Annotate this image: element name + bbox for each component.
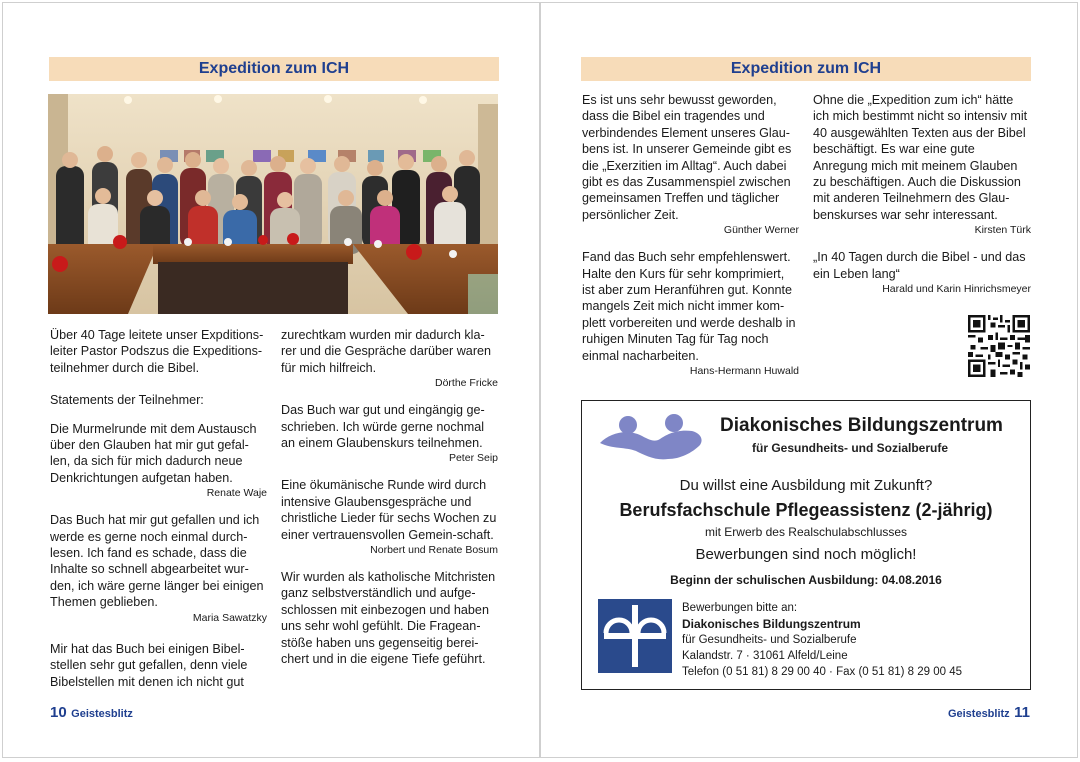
statement-author: Kirsten Türk [974, 224, 1031, 237]
statement-text: Die Murmelrunde mit dem Austausch über den Glauben hat mir gut gefal-len, da sich für mich dadurch neue Denkrichtungen aufgetan haben. [50, 421, 257, 485]
magazine-name: Geistesblitz [71, 708, 133, 720]
ad-contact-name: Diakonisches Bildungszentrum [682, 617, 861, 631]
ad-contact-intro: Bewerbungen bitte an: [682, 602, 798, 614]
ad-contact-subtitle: für Gesundheits- und Sozialberufe [682, 634, 857, 646]
statement-author: Harald und Karin Hinrichsmeyer [882, 283, 1031, 296]
statement-author: Günther Werner [723, 224, 799, 237]
ad-org-subtitle: für Gesundheits- und Sozialberufe [752, 441, 949, 455]
hands-logo-icon [596, 413, 708, 473]
qr-code-icon[interactable] [968, 315, 1030, 377]
statement-author: Peter Seip [448, 452, 498, 465]
ad-address: Kalandstr. 7 · 31061 Alfeld/Leine [682, 650, 848, 662]
ad-school-name: Berufsfachschule Pflegeassistenz (2-jährig) [619, 500, 993, 520]
statement-text: Das Buch war gut und eingängig ge-schrieben. Ich würde gerne nochmal an einem Glaubenskurs teilnehmen. [281, 403, 485, 451]
right-column-1 [582, 92, 799, 378]
right-page-header: Expedition zum ICH [581, 57, 1031, 81]
statement-text: Das Buch hat mir gut gefallen und ich werde es gerne noch einmal durch-lesen. Ich fand es schade, dass die Inhalte so schnell abgearbeitet wur-den, ich wäre gerne länger bei einigen Themen geblieben. [50, 513, 264, 610]
ad-apply-note: Bewerbungen sind noch möglich! [695, 546, 917, 563]
ad-phone-fax: Telefon (0 51 81) 8 29 00 40 · Fax (0 51 81) 8 29 00 45 [682, 666, 963, 678]
statement-author: Norbert und Renate Bosum [370, 544, 498, 557]
right-page-footer [948, 704, 1030, 722]
statement-text: Fand das Buch sehr empfehlenswert. Halte den Kurs für sehr komprimiert, ist aber zum Heranführen gut. Konnte mangels Zeit mich nicht immer kom-plett vorbereiten und werde deshalb in ruhigen Minuten Tag für Tag noch einmal nacharbeiten. [582, 250, 796, 363]
statement-author: Dörthe Fricke [434, 377, 498, 390]
statement-text: Wir wurden als katholische Mitchristen ganz selbstverständlich und aufge-schlossen mit einbezogen und haben uns sehr wohl gefühlt. Die Fragean-stöße haben uns gegenseitig berei-chert und in die eigene Tiefe geführt. [281, 570, 496, 667]
page-number: 10 [50, 704, 67, 721]
left-column-2 [281, 327, 498, 668]
page-number: 11 [1014, 704, 1030, 721]
statement-author: Hans-Hermann Huwald [689, 365, 799, 378]
ad-question: Du willst eine Ausbildung mit Zukunft? [679, 477, 933, 494]
statement-text: Mir hat das Buch bei einigen Bibel-stellen sehr gut gefallen, denn viele Bibelstellen mit denen ich nicht gut [50, 641, 248, 689]
statements-heading: Statements der Teilnehmer: [50, 393, 204, 408]
statement-text: Eine ökumänische Runde wird durch intensive Glaubensgespräche und christliche Lieder für sechs Wochen zu einer vertrauensvollen Gemein-schaft. [281, 478, 497, 542]
magazine-name: Geistesblitz [947, 708, 1010, 720]
statement-text: „In 40 Tagen durch die Bibel - und das ein Leben lang“ [813, 250, 1026, 281]
ad-contact [682, 600, 962, 680]
right-column-2 [813, 92, 1031, 296]
ad-school-subtitle: mit Erwerb des Realschulabschlusses [704, 525, 908, 539]
statement-text: Es ist uns sehr bewusst geworden, dass die Bibel ein tragendes und verbindendes Element unseres Glau-bens ist. In unserer Gemeinde gibt es die „Exerzitien im Alltag“. Auch dabei gibt es das Zusammenspiel zwischen gemeinsamen Treffen und täglicher persönlicher Zeit. [582, 93, 792, 222]
statement-text: zurechtkam wurden mir dadurch kla-rer und die Gespräche darüber waren für mich hilfreich. [281, 328, 492, 375]
left-page-header: Expedition zum ICH [49, 57, 499, 81]
statement-author: Maria Sawatzky [192, 611, 267, 624]
left-column-1 [50, 327, 267, 690]
statement-author: Renate Waje [206, 487, 267, 500]
ad-org-name: Diakonisches Bildungszentrum [720, 415, 1003, 436]
diakonie-logo-icon [598, 599, 672, 673]
statement-text: Ohne die „Expedition zum ich“ hätte ich mich bestimmt nicht so intensiv mit 40 ausgewählten Texten aus der Bibel beschäftigt. Es war eine gute Anregung mich mit meinem Glauben zu beschäftigen. Auch die Diskussion mit anderen Teilnehmern des Glau-benskurses war sehr interessant. [813, 93, 1028, 222]
left-page-footer [50, 704, 133, 722]
group-photo [48, 94, 498, 314]
ad-start-date: Beginn der schulischen Ausbildung: 04.08.2016 [670, 573, 942, 587]
diakonie-advertisement[interactable] [581, 400, 1031, 690]
intro-text: Über 40 Tage leitete unser Expditions-leiter Pastor Podszus die Expeditions-teilnehmer durch die Bibel. [50, 328, 264, 375]
